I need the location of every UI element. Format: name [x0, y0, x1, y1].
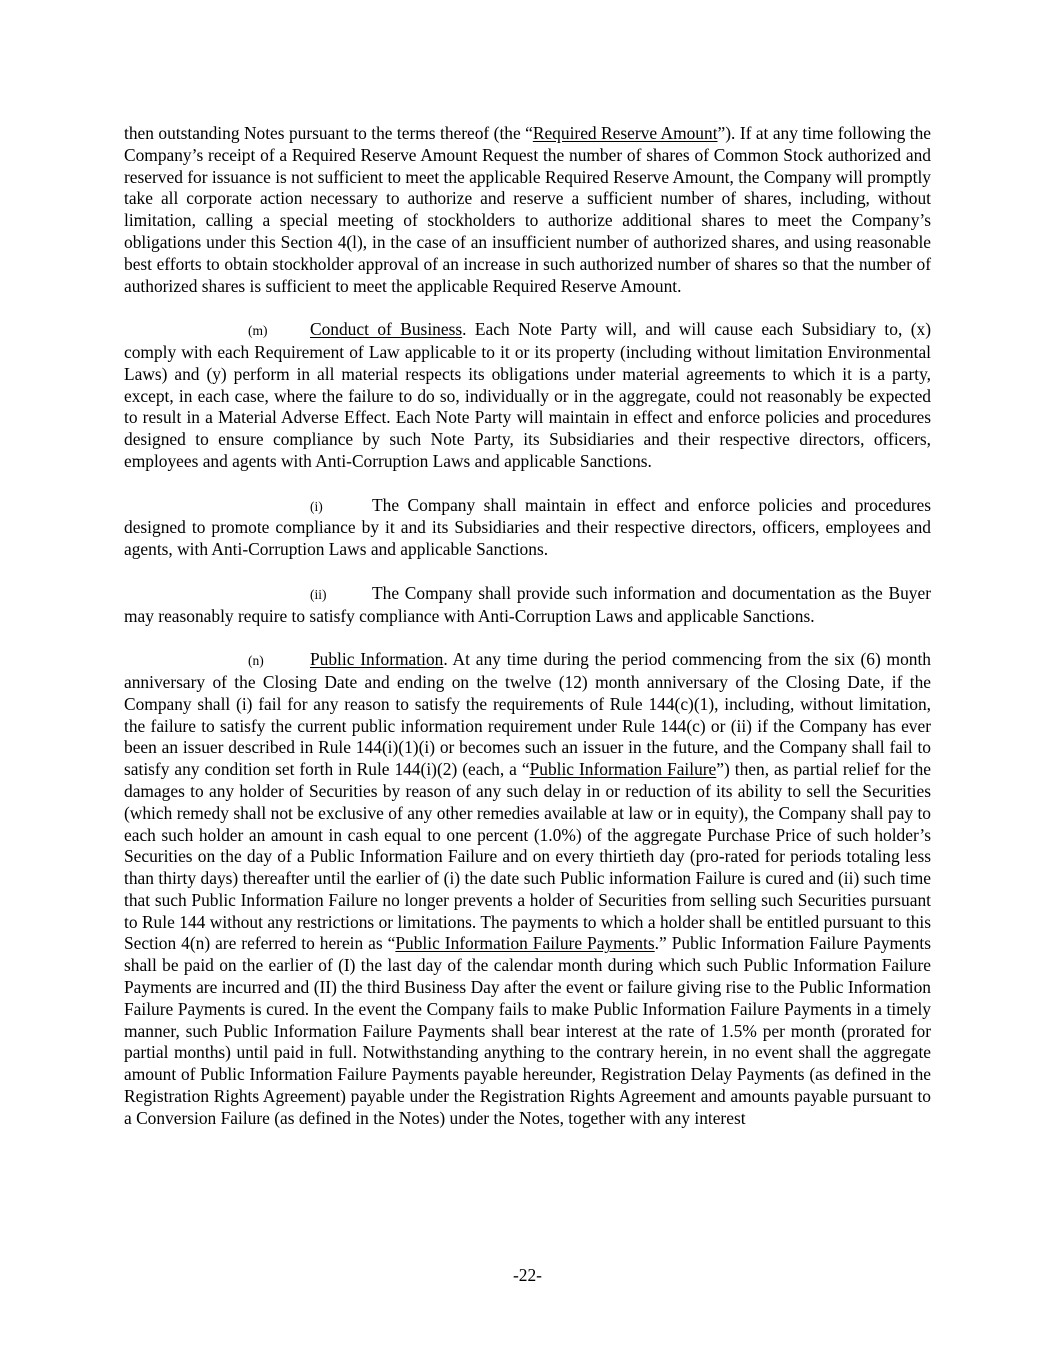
section-heading-conduct-of-business: Conduct of Business: [310, 319, 463, 340]
paragraph-text: .” Public Information Failure Payments shall be paid on the earlier of (I) the last day of the calendar month during which such Public Information Failure Payments are incurred and (II) the third Business Day after the event or failure giving rise to the Public Information Failure Payments is cured. In the event the Company fails to make Public Information Failure Payments in a timely manner, such Public Information Failure Payments shall bear interest at the rate of 1.5% per month (prorated for partial months) until paid in full. Notwithstanding anything to the contrary herein, in no event shall the aggregate amount of Public Information Failure Payments payable hereunder, Registration Delay Payments (as defined in the Registration Rights Agreement) payable under the Registration Rights Agreement and amounts payable pursuant to a Conversion Failure (as defined in the Notes) under the Notes, together with any interest: [124, 933, 932, 1128]
section-number-n: (n): [248, 653, 264, 669]
document-body: [124, 123, 931, 1130]
subsection-number-ii: (ii): [310, 586, 327, 602]
defined-term-required-reserve-amount: Required Reserve Amount: [532, 123, 718, 143]
defined-term-public-information-failure: Public Information Failure: [529, 759, 717, 780]
paragraph-text: ”) then, as partial relief for the damages to any holder of Securities by reason of any such delay in or reduction of its ability to sell the Securities (which remedy shall not be exclusive of any other remedies available at law or in equity), the Company shall pay to each such holder an amount in cash equal to one percent (1.0%) of the aggregate Purchase Price of such holder’s Securities on the day of a Public Information Failure and on every thirtieth day (pro-rated for periods totaling less than thirty days) thereafter until the earlier of (i) the date such Public information Failure is cured and (ii) such time that such Public Information Failure no longer prevents a holder of Securities from selling such Securities pursuant to Rule 144 without any restrictions or limitations. The payments to which a holder shall be entitled pursuant to this Section 4(n) are referred to herein as “: [124, 759, 931, 954]
section-m-conduct-of-business: [124, 319, 931, 473]
paragraph-text: then outstanding Notes pursuant to the terms thereof (the “: [124, 123, 533, 143]
subsection-number-i: (i): [310, 498, 323, 514]
paragraph-text: The Company shall maintain in effect and enforce policies and procedures designed to promote compliance by it and its Subsidiaries and their respective directors, officers, employees and agents, with Anti-Corruption Laws and applicable Sanctions.: [124, 494, 931, 560]
section-n-public-information: [124, 649, 931, 1130]
paragraph-text: ”). If at any time following the Company’s receipt of a Required Reserve Amount Request the number of shares of Common Stock authorized and reserved for issuance is not sufficient to meet the applicable Required Reserve Amount, the Company will promptly take all corporate action necessary to authorize and reserve a sufficient number of shares, including, without limitation, calling a special meeting of stockholders to authorize additional shares to meet the Company’s obligations under this Section 4(l), in the case of an insufficient number of authorized shares, and using reasonable best efforts to obtain stockholder approval of an increase in such authorized number of shares so that the number of authorized shares is sufficient to meet the applicable Required Reserve Amount.: [124, 123, 932, 296]
subsection-ii: [124, 583, 931, 628]
paragraph-text: . Each Note Party will, and will cause each Subsidiary to, (x) comply with each Requirement of Law applicable to it or its property (including without limitation Environmental Laws) and (y) perform in all material respects its obligations under material agreements to which it is a party, except, in each case, where the failure to do so, individually or in the aggregate, could not reasonably be expected to result in a Material Adverse Effect. Each Note Party will maintain in effect and enforce policies and procedures designed to ensure compliance by such Note Party, its Subsidiaries and their respective directors, officers, employees and agents with Anti-Corruption Laws and applicable Sanctions.: [124, 319, 931, 471]
page-number: -22-: [513, 1265, 542, 1285]
paragraph-text: . At any time during the period commencing from the six (6) month anniversary of the Closing Date and ending on the twelve (12) month anniversary of the Closing Date, if the Company shall (i) fail for any reason to satisfy the requirements of Rule 144(c)(1), including, without limitation, the failure to satisfy the current public information requirement under Rule 144(c) or (ii) if the Company has ever been an issuer described in Rule 144(i)(1)(i) or becomes such an issuer in the future, and the Company shall fail to satisfy any condition set forth in Rule 144(i)(2) (each, a “: [124, 649, 932, 780]
paragraph-required-reserve: [124, 123, 931, 297]
paragraph-text: The Company shall provide such information and documentation as the Buyer may reasonably require to satisfy compliance with Anti-Corruption Laws and applicable Sanctions.: [124, 582, 931, 626]
defined-term-public-information-failure-payments: Public Information Failure Payments: [395, 933, 655, 954]
section-number-m: (m): [248, 323, 268, 339]
subsection-i: [124, 495, 931, 561]
section-heading-public-information: Public Information: [310, 649, 444, 670]
